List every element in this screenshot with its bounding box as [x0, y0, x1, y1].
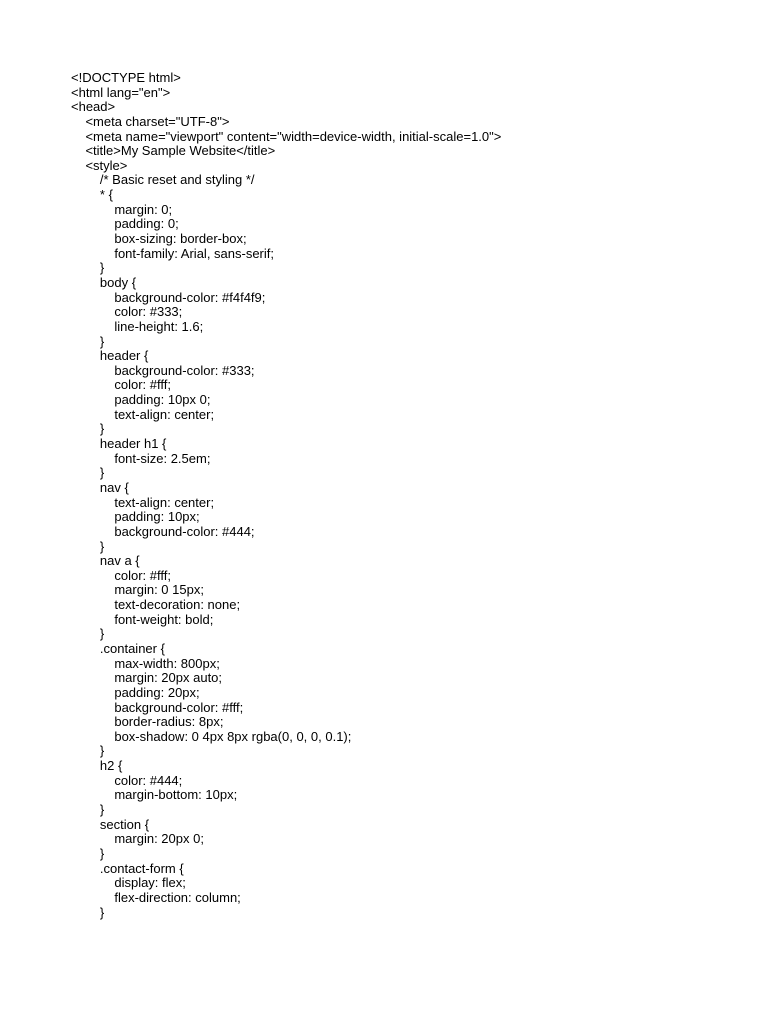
- code-line: }: [71, 802, 105, 818]
- code-line: }: [71, 260, 105, 276]
- code-line: max-width: 800px;: [71, 655, 220, 671]
- code-line: margin: 20px auto;: [71, 670, 223, 686]
- code-line: /* Basic reset and styling */: [71, 172, 255, 188]
- code-line: <html lang="en">: [71, 84, 171, 100]
- code-line: display: flex;: [71, 875, 186, 891]
- code-line: <title>My Sample Website</title>: [71, 143, 276, 159]
- code-line: padding: 0;: [71, 216, 179, 232]
- code-line: nav {: [71, 479, 129, 495]
- code-line: margin-bottom: 10px;: [71, 787, 238, 803]
- code-line: font-weight: bold;: [71, 611, 214, 627]
- code-line: <meta name="viewport" content="width=device-width, initial-scale=1.0">: [71, 128, 502, 144]
- code-line: color: #fff;: [71, 377, 171, 393]
- code-line: box-sizing: border-box;: [71, 231, 247, 247]
- code-line: padding: 10px 0;: [71, 392, 211, 408]
- code-line: body {: [71, 274, 137, 290]
- code-line: }: [71, 845, 105, 861]
- code-line: <style>: [71, 157, 128, 173]
- code-line: text-align: center;: [71, 406, 215, 422]
- code-line: background-color: #333;: [71, 362, 255, 378]
- code-listing: [71, 71, 501, 920]
- code-line: <meta charset="UTF-8">: [71, 113, 230, 129]
- code-line: border-radius: 8px;: [71, 714, 224, 730]
- code-line: padding: 20px;: [71, 684, 200, 700]
- code-line: flex-direction: column;: [71, 889, 241, 905]
- code-line: margin: 0;: [71, 201, 173, 217]
- code-line: }: [71, 421, 105, 437]
- code-line: background-color: #f4f4f9;: [71, 289, 266, 305]
- code-line: color: #333;: [71, 304, 183, 320]
- code-line: }: [71, 743, 105, 759]
- code-line: section {: [71, 816, 150, 832]
- code-line: font-family: Arial, sans-serif;: [71, 245, 274, 261]
- code-line: }: [71, 465, 105, 481]
- code-line: color: #fff;: [71, 567, 171, 583]
- code-line: }: [71, 626, 105, 642]
- code-line: padding: 10px;: [71, 509, 200, 525]
- code-line: color: #444;: [71, 772, 183, 788]
- code-line: h2 {: [71, 758, 123, 774]
- code-line: line-height: 1.6;: [71, 318, 204, 334]
- code-line: text-decoration: none;: [71, 597, 241, 613]
- code-line: * {: [71, 187, 113, 203]
- code-line: text-align: center;: [71, 494, 215, 510]
- code-line: <!DOCTYPE html>: [71, 70, 181, 85]
- code-line: header {: [71, 348, 149, 364]
- code-line: }: [71, 904, 105, 920]
- code-line: margin: 0 15px;: [71, 582, 204, 598]
- code-line: header h1 {: [71, 436, 167, 452]
- code-line: }: [71, 538, 105, 554]
- code-line: background-color: #444;: [71, 523, 255, 539]
- code-line: .container {: [71, 640, 165, 656]
- code-line: <head>: [71, 99, 116, 115]
- code-line: margin: 20px 0;: [71, 831, 204, 847]
- code-line: background-color: #fff;: [71, 699, 244, 715]
- code-line: }: [71, 333, 105, 349]
- code-line: .contact-form {: [71, 860, 184, 876]
- code-line: nav a {: [71, 553, 140, 569]
- code-line: box-shadow: 0 4px 8px rgba(0, 0, 0, 0.1);: [71, 728, 352, 744]
- code-line: font-size: 2.5em;: [71, 450, 211, 466]
